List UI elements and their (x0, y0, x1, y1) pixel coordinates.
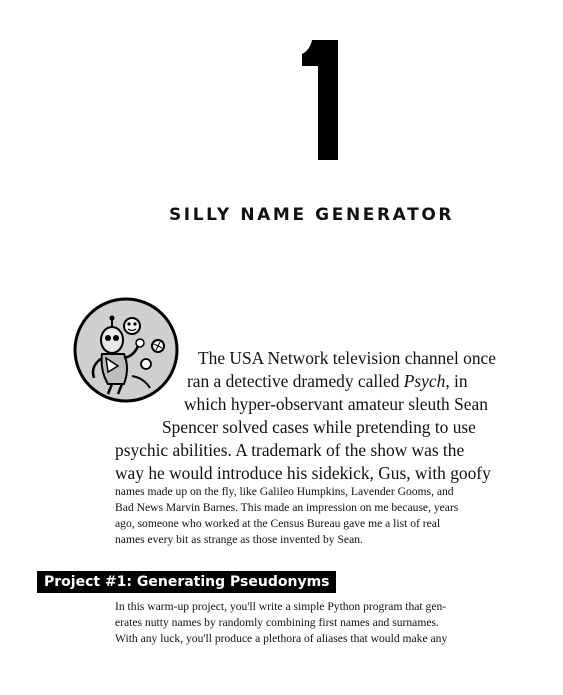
intro-paragraph-rest (115, 484, 525, 548)
intro-line-6: way he would introduce his sidekick, Gus, with goofy (115, 463, 491, 483)
section-heading: Project #1: Generating Pseudonyms (37, 571, 336, 593)
intro-small-line-3: ago, someone who worked at the Census Bureau gave me a list of real (115, 517, 441, 530)
section-line-3: With any luck, you'll produce a plethora of aliases that would make any (115, 632, 448, 645)
intro-small-line-1: names made up on the fly, like Galileo Humpkins, Lavender Gooms, and (115, 485, 454, 498)
chapter-illustration-robot-juggler (72, 296, 180, 404)
intro-line-2: ran a detective dramedy called Psych, in (187, 371, 468, 391)
intro-small-line-2: Bad News Marvin Barnes. This made an impression on me because, years (115, 501, 459, 514)
intro-line-1: The USA Network television channel once (198, 348, 496, 368)
chapter-title (0, 203, 563, 227)
intro-line-4: Spencer solved cases while pretending to use (162, 417, 476, 437)
intro-line-3: which hyper-observant amateur sleuth Sean (184, 394, 488, 414)
section-line-1: In this warm-up project, you'll write a simple Python program that gen- (115, 600, 447, 613)
show-title-psych: Psych (403, 371, 446, 391)
intro-line-5: psychic abilities. A trademark of the show was the (115, 440, 465, 460)
chapter-number-1 (290, 40, 350, 165)
chapter-title-text: SILLY NAME GENERATOR (168, 205, 455, 225)
section-line-2: erates nutty names by randomly combining first names and surnames. (115, 616, 439, 629)
section-paragraph (115, 599, 525, 647)
intro-small-line-4: names every bit as strange as those invented by Sean. (115, 533, 363, 546)
